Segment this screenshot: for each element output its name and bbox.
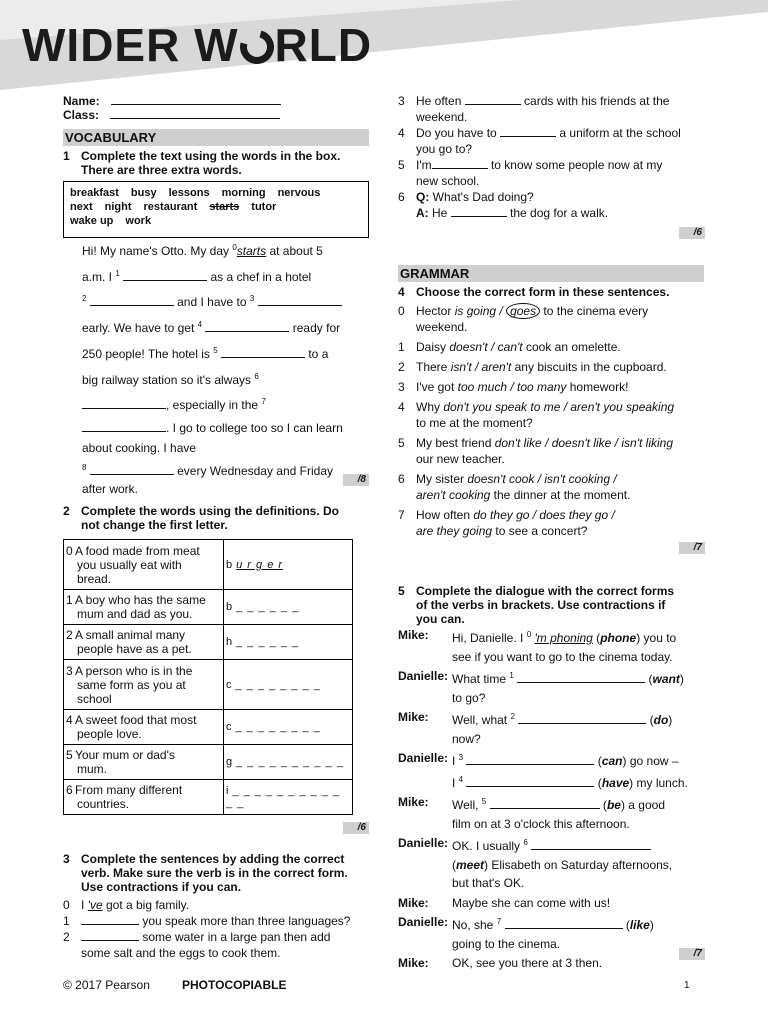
definition-cell: 6 From many different countries. [64, 780, 224, 815]
ex3-item-1: 1 you speak more than three languages? [63, 914, 351, 928]
gap-6[interactable] [82, 408, 166, 409]
ex4-item-7: 7 How often do they go / does they go / are they going to see a concert? [398, 508, 615, 538]
ex3-item-2: 2 some water in a large pan then add some salt and the eggs to cook them. [63, 930, 331, 960]
ex3-item-0: 0 I 've got a big family. [63, 898, 190, 912]
dialogue-line-4: Mike: Well, $^5$ (be) a good film on at 3 o'clock this afternoon. [398, 795, 665, 831]
gap-2[interactable] [90, 305, 174, 306]
ex4-item-2: 2 There isn't / aren't any biscuits in the cupboard. [398, 360, 667, 374]
definition-row [64, 745, 353, 780]
ex4-score: /7 [679, 542, 705, 554]
answer-cell[interactable]: i _ _ _ _ _ _ _ _ _ _ _ _ [224, 780, 353, 815]
ex5-dialogue [398, 626, 708, 974]
dialogue-line-5: Danielle: OK. I usually $^6$ (meet) Elisabeth on Saturday afternoons, but that's OK. [398, 836, 673, 890]
ex2-instruction: 2 Complete the words using the definitions. Do not change the first letter. [63, 504, 340, 532]
dialogue-line-1: Danielle: What time $^1$ (want) to go? [398, 669, 684, 705]
vocabulary-heading: VOCABULARY [63, 129, 369, 146]
definition-cell: 4 A sweet food that most people love. [64, 710, 224, 745]
definition-cell: 1 A boy who has the same mum and dad as you. [64, 590, 224, 625]
gap-4[interactable] [205, 331, 289, 332]
ex4-instruction: 4 Choose the correct form in these sentences. [398, 285, 670, 299]
gap-5[interactable] [221, 357, 305, 358]
dialogue-line-7: Danielle: No, she $^7$ (like) going to the cinema. [398, 915, 654, 951]
dialogue-line-8: Mike: OK, see you there at 3 then. [398, 956, 603, 970]
ex3-instruction: 3 Complete the sentences by adding the correct verb. Make sure the verb is in the correct form. Use contractions if you can. [63, 852, 348, 894]
ex4-item-4: 4 Why don't you speak to me / aren't you speaking to me at the moment? [398, 400, 675, 430]
ex5-score: /7 [679, 948, 705, 960]
answer-cell[interactable]: c _ _ _ _ _ _ _ _ [224, 710, 353, 745]
definition-row [64, 540, 353, 590]
gap-1[interactable] [123, 280, 207, 281]
answer-cell[interactable]: c _ _ _ _ _ _ _ _ [224, 660, 353, 710]
definition-row [64, 590, 353, 625]
definition-cell: 3 A person who is in the same form as you at school [64, 660, 224, 710]
ex3-items-col2 [398, 93, 708, 221]
circled-answer: goes [506, 303, 540, 319]
ex4-item-5: 5 My best friend don't like / doesn't like / isn't liking our new teacher. [398, 436, 673, 466]
class-field[interactable]: Class: [63, 108, 280, 122]
definition-cell: 2 A small animal many people have as a pet. [64, 625, 224, 660]
gap-8[interactable] [90, 474, 174, 475]
answer-cell[interactable]: h _ _ _ _ _ _ [224, 625, 353, 660]
wider-world-logo: WIDER W RLD [22, 19, 373, 71]
dialogue-line-6: Mike: Maybe she can come with us! [398, 895, 611, 910]
page-number: 1 [684, 980, 690, 991]
ex3-score: /6 [679, 227, 705, 239]
definition-row [64, 780, 353, 815]
ex4-item-6: 6 My sister doesn't cook / isn't cooking / aren't cooking the dinner at the moment. [398, 472, 631, 502]
photocopiable-label: PHOTOCOPIABLE [182, 978, 287, 992]
ex1-instruction: 1 Complete the text using the words in the box. There are three extra words. [63, 149, 341, 177]
definition-cell: 0 A food made from meat you usually eat with bread. [64, 540, 224, 590]
ex3-items-col1 [63, 897, 373, 961]
definitions-table [63, 539, 353, 815]
dialogue-line-3: Danielle: I $^3$ (can) go now – I $^4$ (have) my lunch. [398, 751, 688, 790]
definition-row [64, 660, 353, 710]
answer-cell[interactable]: g _ _ _ _ _ _ _ _ _ _ [224, 745, 353, 780]
definition-row [64, 625, 353, 660]
ex3-item-4: 4 Do you have to a uniform at the school you go to? [398, 126, 681, 156]
logo-o-ring-icon [233, 24, 279, 70]
ex4-item-0: 0 Hector is going / goes to the cinema every weekend. [398, 304, 649, 334]
ex4-items [398, 303, 708, 543]
ex3-item-5: 5 I'm to know some people now at my new school. [398, 158, 663, 188]
dialogue-line-0: Mike: Hi, Danielle. I $^0$ 'm phoning (phone) you to see if you want to go to the cinema today. [398, 628, 677, 664]
gap-3[interactable] [258, 305, 342, 306]
answer-cell: b u r g e r [224, 540, 353, 590]
answer-cell[interactable]: b _ _ _ _ _ _ [224, 590, 353, 625]
grammar-heading: GRAMMAR [398, 265, 704, 282]
word-box: breakfast busy lessons morning nervous next night restaurant starts tutor wake up work [63, 181, 369, 238]
ex3-item-6: 6 Q: What's Dad doing? A: He the dog for a walk. [398, 190, 609, 220]
definition-row [64, 710, 353, 745]
ex4-item-1: 1 Daisy doesn't / can't cook an omelette. [398, 340, 621, 354]
ex1-text: Hi! My name's Otto. My day $^0$starts at about 5 a.m. I $^1$ as a chef in a hotel $^2$ and I have to $^3$ early. We have to get $^4$ ready for 250 people! The hotel is $^5$ to a big railway station so it's always $^6$ , especially in the $^7$ . I go to college too so I can learn about cooking. I have $^8$ every Wednesday and Friday after work. [82, 243, 343, 497]
ex2-score: /6 [343, 822, 369, 834]
copyright: © 2017 Pearson [63, 978, 150, 992]
gap-7[interactable] [82, 431, 166, 432]
name-field[interactable]: Name: [63, 94, 281, 108]
ex4-item-3: 3 I've got too much / too many homework! [398, 380, 629, 394]
definition-cell: 5 Your mum or dad's mum. [64, 745, 224, 780]
dialogue-line-2: Mike: Well, what $^2$ (do) now? [398, 710, 673, 746]
ex1-score: /8 [343, 474, 369, 486]
ex5-instruction: 5 Complete the dialogue with the correct forms of the verbs in brackets. Use contractions if you can. [398, 584, 675, 626]
ex3-item-3: 3 He often cards with his friends at the weekend. [398, 94, 670, 124]
